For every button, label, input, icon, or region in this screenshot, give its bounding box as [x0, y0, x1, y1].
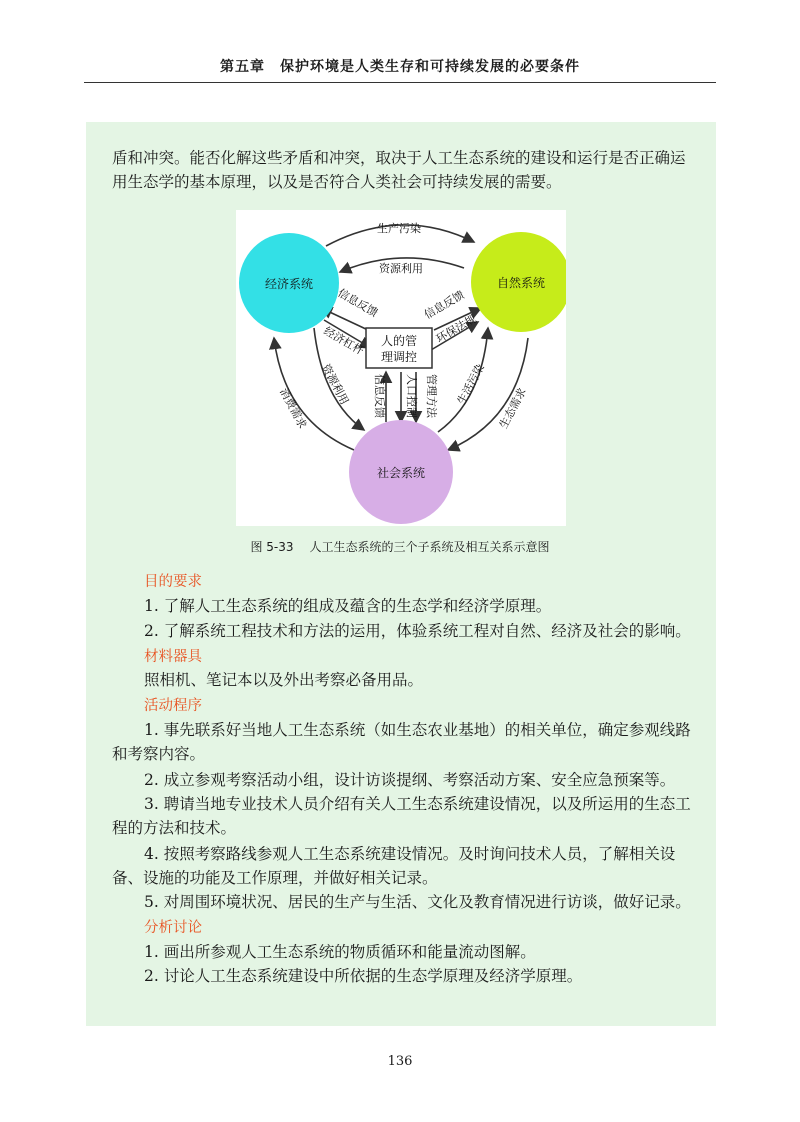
discussion-line-2: 2. 讨论人工生态系统建设中所依据的生态学原理及经济学原理。	[144, 967, 583, 985]
procedure-line-3: 3. 聘请当地专业技术人员介绍有关人工生态系统建设情况，以及所运用的生态工程的方法和技术。	[112, 795, 691, 837]
figure-number: 图 5-33	[250, 540, 294, 554]
procedure-line-5: 5. 对周围环境状况、居民的生产与生活、文化及教育情况进行访谈，做好记录。	[144, 893, 691, 911]
page-number: 136	[387, 1054, 413, 1069]
section-heading-goals: 目的要求	[144, 574, 202, 590]
ecosystem-diagram-svg	[236, 210, 566, 526]
nature-label: 自然系统	[496, 276, 546, 290]
label-management-method: 管理方法	[425, 374, 438, 418]
procedure-line-4: 4. 按照考察路线参观人工生态系统建设情况。及时询问技术人员，了解相关设备、设施的功能及工作原理，并做好相关记录。	[112, 845, 676, 887]
label-production-pollution: 生产污染	[377, 222, 421, 235]
label-resource-use-left: 资源利用	[319, 361, 352, 407]
center-label-line2: 理调控	[380, 350, 418, 364]
figure-caption	[0, 538, 800, 555]
label-consumption-demand: 消费需求	[277, 385, 310, 431]
section-heading-materials: 材料器具	[144, 649, 202, 665]
header-rule	[84, 82, 716, 83]
figure-caption-text: 人工生态系统的三个子系统及相互关系示意图	[309, 540, 550, 554]
procedure-line-2: 2. 成立参观考察活动小组，设计访谈提纲、考察活动方案、安全应急预案等。	[144, 771, 676, 789]
label-population-control: 人口控制	[405, 374, 418, 418]
label-info-feedback-right: 信息反馈	[421, 288, 467, 322]
economy-label: 经济系统	[264, 277, 314, 291]
section-heading-discussion: 分析讨论	[144, 920, 202, 936]
label-ecological-demand: 生态需求	[496, 385, 529, 431]
procedure-line-1: 1. 事先联系好当地人工生态系统（如生态农业基地）的相关单位，确定参观线路和考察内容。	[112, 721, 691, 763]
label-resource-use-top: 资源利用	[379, 262, 423, 275]
label-living-pollution: 生活污染	[454, 361, 487, 407]
discussion-line-1: 1. 画出所参观人工生态系统的物质循环和能量流动图解。	[144, 943, 536, 961]
goals-line-1: 1. 了解人工生态系统的组成及蕴含的生态学和经济学原理。	[144, 597, 552, 615]
section-heading-procedure: 活动程序	[144, 698, 202, 714]
center-label-line1: 人的管	[380, 334, 418, 348]
label-info-feedback-bottom: 信息反馈	[373, 374, 386, 418]
materials-line-1: 照相机、笔记本以及外出考察必备用品。	[144, 671, 424, 689]
ecosystem-diagram	[236, 210, 566, 526]
label-info-feedback-left: 信息反馈	[335, 286, 381, 320]
label-env-regulation: 环保法规	[433, 312, 479, 346]
label-economic-lever: 经济杠杆	[321, 324, 367, 358]
society-label: 社会系统	[376, 466, 426, 480]
intro-paragraph: 盾和冲突。能否化解这些矛盾和冲突，取决于人工生态系统的建设和运行是否正确运用生态学的基本原理，以及是否符合人类社会可持续发展的需要。	[112, 149, 686, 191]
running-head: 第五章 保护环境是人类生存和可持续发展的必要条件	[220, 59, 580, 75]
goals-line-2: 2. 了解系统工程技术和方法的运用，体验系统工程对自然、经济及社会的影响。	[144, 622, 691, 640]
